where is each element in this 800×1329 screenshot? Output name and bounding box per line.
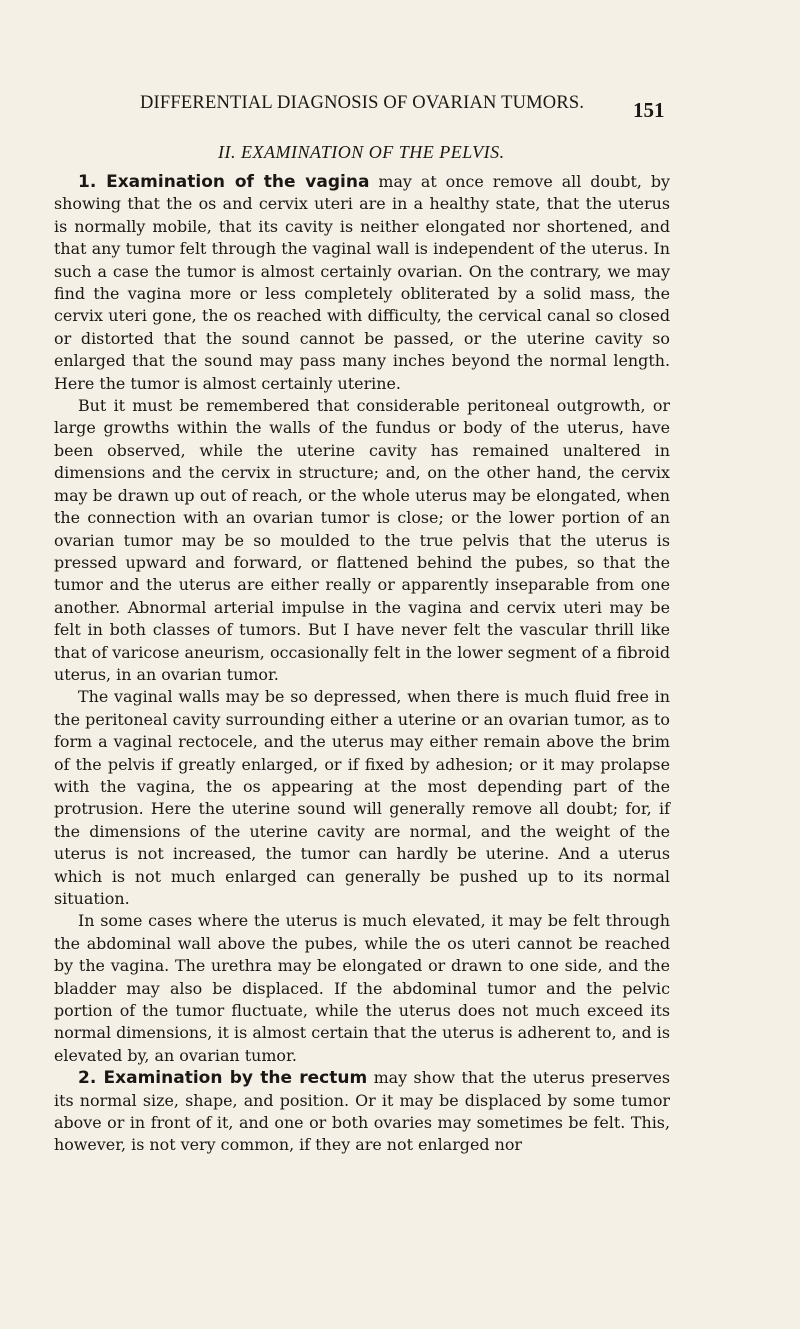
running-title: DIFFERENTIAL DIAGNOSIS OF OVARIAN TUMORS.: [140, 93, 585, 113]
lead-phrase: 1. Examination of the vagina: [78, 172, 370, 192]
section-heading: II. EXAMINATION OF THE PELVIS.: [218, 142, 505, 162]
lead-phrase: 2. Examination by the rectum: [78, 1068, 368, 1089]
paragraph-vagina-examination: [54, 171, 670, 395]
paragraph-text: may at once remove all doubt, by showing that the os and cervix uteri are in a healthy state, that the uterus is normally mobile, that its cavity is neither elongated nor shortened, and that any tumor felt through the vaginal wall is independent of the uterus. In such a case the tumor is almost certainly ovarian. On the contrary, we may find the vagina more or less completely obliterated by a solid mass, the cervix uteri gone, the os reached with difficulty, the cervical canal so closed or distorted that the sound cannot be passed, or the uterine cavity so enlarged that the sound may pass many inches beyond the normal length. Here the tumor is almost certainly uterine.: [54, 172, 670, 393]
paragraph-text: In some cases where the uterus is much elevated, it may be felt through the abdominal wall above the pubes, while the os uteri cannot be reached by the vagina. The urethra may be elongated or drawn to one side, and the bladder may also be displaced. If the abdominal tumor and the pelvic portion of the tumor fluctuate, while the uterus does not much exceed its normal dimensions, it is almost certain that the uterus is adherent to, and is elevated by, an ovarian tumor.: [54, 911, 670, 1065]
paragraph-peritoneal-outgrowth: [54, 395, 670, 686]
paragraph-vaginal-walls: [54, 686, 670, 910]
paragraph-text: may show that the uterus preserves its normal size, shape, and position. Or it may be displaced by some tumor above or in front of it, and one or both ovaries may sometimes be felt. This, however, is not very common, if they are not enlarged nor: [54, 1068, 671, 1155]
page-number: 151: [633, 98, 665, 122]
paragraph-text: But it must be remembered that considerable peritoneal outgrowth, or large growths within the walls of the fundus or body of the uterus, have been observed, while the uterine cavity has remained unaltered in dimensions and the cervix in structure; and, on the other hand, the cervix may be drawn up out of reach, or the whole uterus may be elongated, when the connection with an ovarian tumor is close; or the lower portion of an ovarian tumor may be so moulded to the true pelvis that the uterus is pressed upward and forward, or flattened behind the pubes, so that the tumor and the uterus are either really or apparently inseparable from one another. Abnormal arterial impulse in the vagina and cervix uteri may be felt in both classes of tumors. But I have never felt the vascular thrill like that of varicose aneurism, occasionally felt in the lower segment of a fibroid uterus, in an ovarian tumor.: [54, 396, 670, 684]
paragraph-rectum-examination: [54, 1067, 670, 1157]
paragraph-text: The vaginal walls may be so depressed, when there is much fluid free in the peritoneal cavity surrounding either a uterine or an ovarian tumor, as to form a vaginal rectocele, and the uterus may either remain above the brim of the pelvis if greatly enlarged, or if fixed by adhesion; or it may prolapse with the vagina, the os appearing at the most depending part of the protrusion. Here the uterine sound will generally remove all doubt; for, if the dimensions of the uterine cavity are normal, and the weight of the uterus is not increased, the tumor can hardly be uterine. And a uterus which is not much enlarged can generally be pushed up to its normal situation.: [54, 687, 670, 908]
body-text: [54, 171, 670, 1157]
paragraph-uterus-elevated: [54, 910, 670, 1067]
